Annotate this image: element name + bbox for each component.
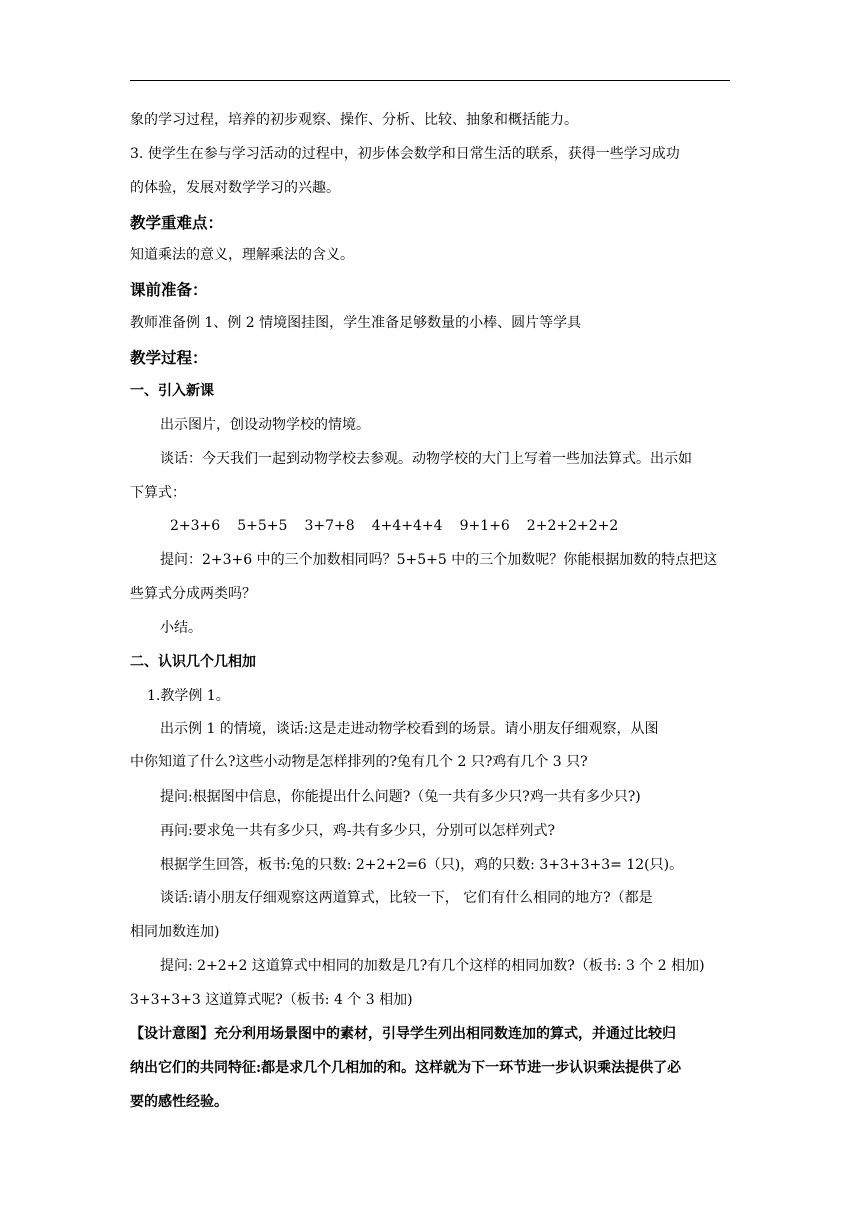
text-line: 提问: 2+2+2 这道算式中相同的加数是几?有几个这样的相同加数?（板书: 3 个 2 相加) <box>160 958 705 974</box>
design-intent-line: 【设计意图】充分利用场景图中的素材，引导学生列出相同数连加的算式，并通过比较归 <box>130 1026 676 1042</box>
text-line: 3+3+3+3 这道算式呢?（板书: 4 个 3 相加) <box>130 992 413 1008</box>
section-heading: 教学过程： <box>130 349 208 367</box>
header-rule <box>130 80 730 81</box>
text-line: 象的学习过程，培养的初步观察、操作、分析、比较、抽象和概括能力。 <box>130 112 578 128</box>
text-line: 相同加数连加) <box>130 924 220 940</box>
text-line: 提问:根据图中信息，你能提出什么问题?（兔一共有多少只?鸡一共有多少只?) <box>160 789 641 805</box>
section-heading: 教学重难点： <box>130 214 224 232</box>
text-line: 知道乘法的意义，理解乘法的含义。 <box>130 247 354 263</box>
text-line: 谈话：今天我们一起到动物学校去参观。动物学校的大门上写着一些加法算式。出示如 <box>160 451 692 467</box>
text-line: 下算式： <box>130 485 186 501</box>
text-line: 些算式分成两类吗？ <box>130 586 256 602</box>
text-line: 1.教学例 1。 <box>147 688 230 704</box>
text-line: 提问：2+3+6 中的三个加数相同吗？5+5+5 中的三个加数呢？你能根据加数的特点把这 <box>160 552 718 568</box>
text-line: 出示图片，创设动物学校的情境。 <box>160 417 370 433</box>
subsection-heading: 一、引入新课 <box>130 383 214 399</box>
design-intent-line: 纳出它们的共同特征:都是求几个几相加的和。这样就为下一环节进一步认识乘法提供了必 <box>130 1060 682 1076</box>
text-line: 小结。 <box>160 620 202 636</box>
text-line: 出示例 1 的情境，谈话:这是走进动物学校看到的场景。请小朋友仔细观察，从图 <box>160 721 659 737</box>
text-line: 谈话:请小朋友仔细观察这两道算式，比较一下， 它们有什么相同的地方?（都是 <box>160 890 653 906</box>
text-line: 3. 使学生在参与学习活动的过程中，初步体会数学和日常生活的联系，获得一些学习成功 <box>130 146 680 162</box>
text-line: 教师准备例 1、例 2 情境图挂图，学生准备足够数量的小棒、圆片等学具 <box>130 315 582 331</box>
text-line: 根据学生回答，板书:兔的只数: 2+2+2=6（只)，鸡的只数: 3+3+3+3= 12(只)。 <box>160 857 684 873</box>
formula-line: 2+3+6 5+5+5 3+7+8 4+4+4+4 9+1+6 2+2+2+2+2 <box>170 518 619 534</box>
text-line: 再问:要求兔一共有多少只，鸡-共有多少只，分别可以怎样列式? <box>160 823 555 839</box>
text-line: 中你知道了什么?这些小动物是怎样排列的?兔有几个 2 只?鸡有几个 3 只? <box>130 754 588 770</box>
subsection-heading: 二、认识几个几相加 <box>130 654 256 670</box>
section-heading: 课前准备： <box>130 281 208 299</box>
design-intent-line: 要的感性经验。 <box>130 1094 228 1110</box>
text-line: 的体验，发展对数学学习的兴趣。 <box>130 180 340 196</box>
